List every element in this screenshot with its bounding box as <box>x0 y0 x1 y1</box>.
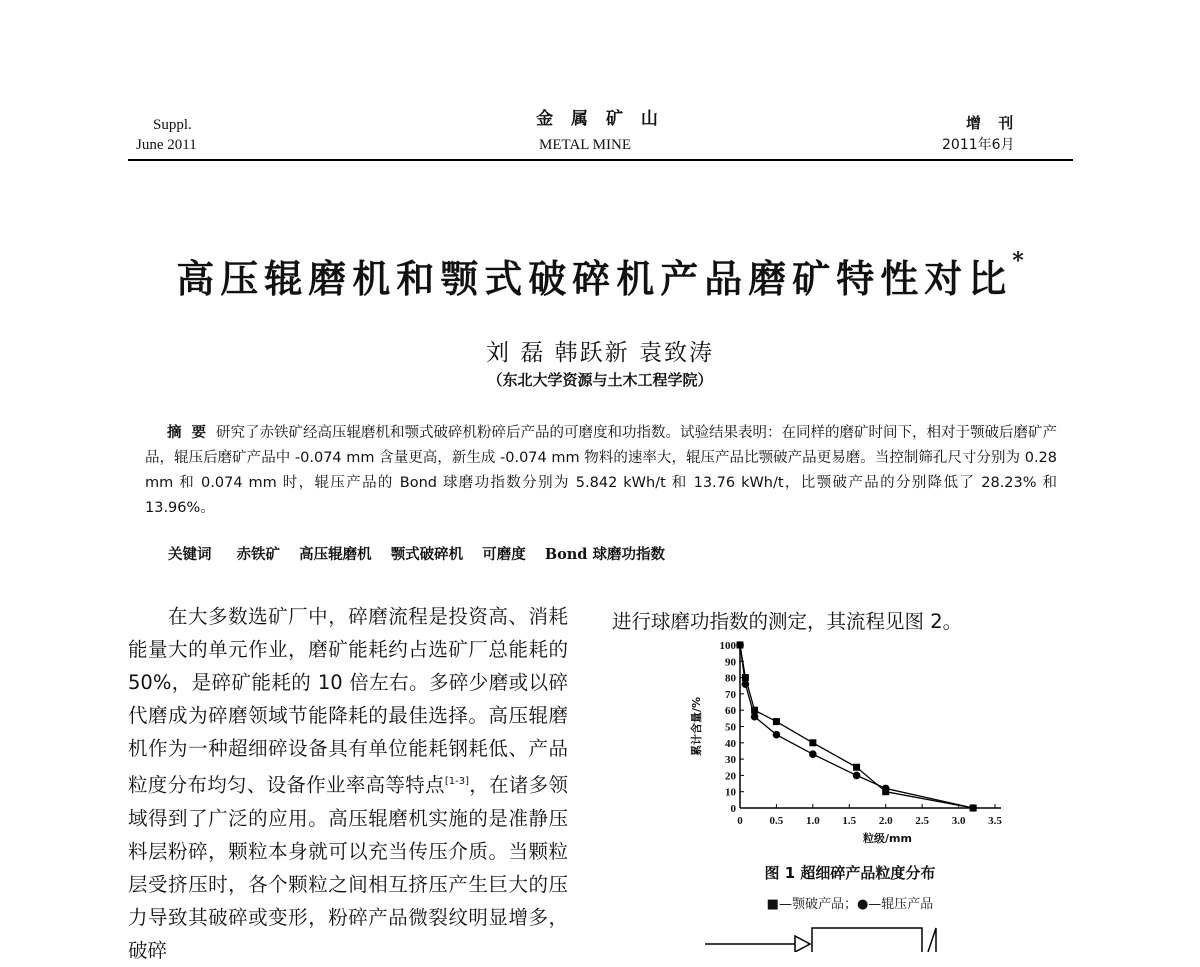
x-tick-label: 0 <box>737 815 743 827</box>
x-tick-label: 3.5 <box>988 815 1002 827</box>
data-point-circle <box>751 713 759 721</box>
x-tick-label: 2.5 <box>915 815 930 827</box>
series-line-2 <box>740 645 973 808</box>
abstract-text: 研究了赤铁矿经高压辊磨机和颚式破碎机粉碎后产品的可磨度和功指数。试验结果表明：在同样的磨矿时间下，相对于颚破后磨矿产品，辊压后磨矿产品中 -0.074 mm 含量更高，新生成 -0.074 mm 物料的速率大，辊压产品比颚破产品更易磨。当控制筛孔尺寸分别为 0.28 mm 和 0.074 mm 时，辊压产品的 Bond 球磨功指数分别为 5.842 kWh/t 和 13.76 kWh/t，比颚破产品的分别降低了 28.23% 和 13.96%。 <box>145 425 1057 516</box>
header-suppl: Suppl. <box>153 117 192 133</box>
data-point-circle <box>736 641 744 649</box>
body-text-cont: ，在诸多领域得到了广泛的应用。高压辊磨机实施的是准静压料层粉碎，颗粒本身就可以充当传压介质。当颗粒层受挤压时，各个颗粒之间相互挤压产生巨大的压力导致其破碎或变形，粉碎产品微裂纹明显增多，破碎 <box>128 773 568 962</box>
y-tick-label: 40 <box>725 737 736 750</box>
paper-title <box>0 248 1200 303</box>
data-point-circle <box>742 680 750 688</box>
series-line-1 <box>740 645 973 808</box>
right-column-text: 进行球磨功指数的测定，其流程见图 2。 <box>612 610 963 633</box>
body-paragraph <box>128 600 568 967</box>
flow-box <box>812 928 922 952</box>
data-point-square <box>853 764 860 771</box>
data-point-circle <box>809 750 817 758</box>
keyword-item: Bond 球磨功指数 <box>544 546 665 563</box>
figure-legend: ■—颚破产品；●—辊压产品 <box>766 897 934 912</box>
keyword-item: 赤铁矿 <box>236 546 281 563</box>
y-tick-label: 70 <box>725 688 736 701</box>
x-tick-label: 3.0 <box>951 815 966 827</box>
y-tick-label: 30 <box>725 754 736 767</box>
data-point-square <box>773 718 780 725</box>
keyword-item: 颚式破碎机 <box>390 546 464 563</box>
figure-caption: 图 1 超细碎产品粒度分布 <box>764 864 936 882</box>
figure-1-chart <box>670 636 1030 856</box>
y-tick-label: 80 <box>725 672 736 685</box>
abstract <box>145 420 1057 521</box>
data-point-circle <box>969 804 977 812</box>
y-tick-label: 90 <box>725 656 736 669</box>
keywords <box>168 543 679 564</box>
flow-arrow-head <box>795 936 810 952</box>
x-tick-label: 1.5 <box>842 815 857 827</box>
y-tick-label: 100 <box>719 640 736 652</box>
header-date-cn: 2011年6月 <box>942 137 1015 153</box>
data-point-circle <box>853 772 861 780</box>
header-journal-en: METAL MINE <box>539 137 631 153</box>
x-tick-label: 1.0 <box>805 815 820 827</box>
keywords-label: 关键词 <box>168 546 212 563</box>
y-tick-label: 0 <box>730 803 736 815</box>
keyword-item: 可磨度 <box>482 546 526 563</box>
header-rule <box>128 159 1073 161</box>
figure-2-partial <box>700 918 960 952</box>
y-tick-label: 10 <box>725 786 736 799</box>
data-point-circle <box>882 785 890 793</box>
abstract-label: 摘要 <box>167 424 216 441</box>
y-tick-label: 60 <box>725 705 736 718</box>
keyword-item: 高压辊磨机 <box>299 546 372 563</box>
body-text: 在大多数选矿厂中，碎磨流程是投资高、消耗能量大的单元作业，磨矿能耗约占选矿厂总能耗的 50%，是碎矿能耗的 10 倍左右。多碎少磨或以碎代磨成为碎磨领域节能降耗的最佳选择。高压辊磨机作为一种超细碎设备具有单位能耗钢耗低、产品粒度分布均匀、设备作业率高等特点 <box>128 605 568 797</box>
data-point-circle <box>773 731 781 739</box>
title-footnote-mark: * <box>1012 248 1024 274</box>
x-axis-label: 粒级/mm <box>863 832 912 845</box>
header-suppl-cn: 增 刊 <box>966 114 1020 132</box>
y-tick-label: 20 <box>725 770 736 783</box>
x-tick-label: 0.5 <box>769 815 784 827</box>
paper-authors: 刘 磊 韩跃新 袁致涛 <box>486 340 714 366</box>
data-point-square <box>809 739 816 746</box>
y-axis-label: 累计含量/% <box>690 696 703 757</box>
x-tick-label: 2.0 <box>878 815 893 827</box>
citation: [1-3] <box>444 776 469 787</box>
header-date-en: June 2011 <box>136 137 197 153</box>
header-journal-cn: 金 属 矿 山 <box>536 109 664 129</box>
paper-title-text: 高压辊磨机和颚式破碎机产品磨矿特性对比 <box>176 256 1013 301</box>
flow-mark <box>928 928 936 952</box>
paper-affiliation: （东北大学资源与土木工程学院） <box>487 371 713 389</box>
y-tick-label: 50 <box>725 721 736 734</box>
